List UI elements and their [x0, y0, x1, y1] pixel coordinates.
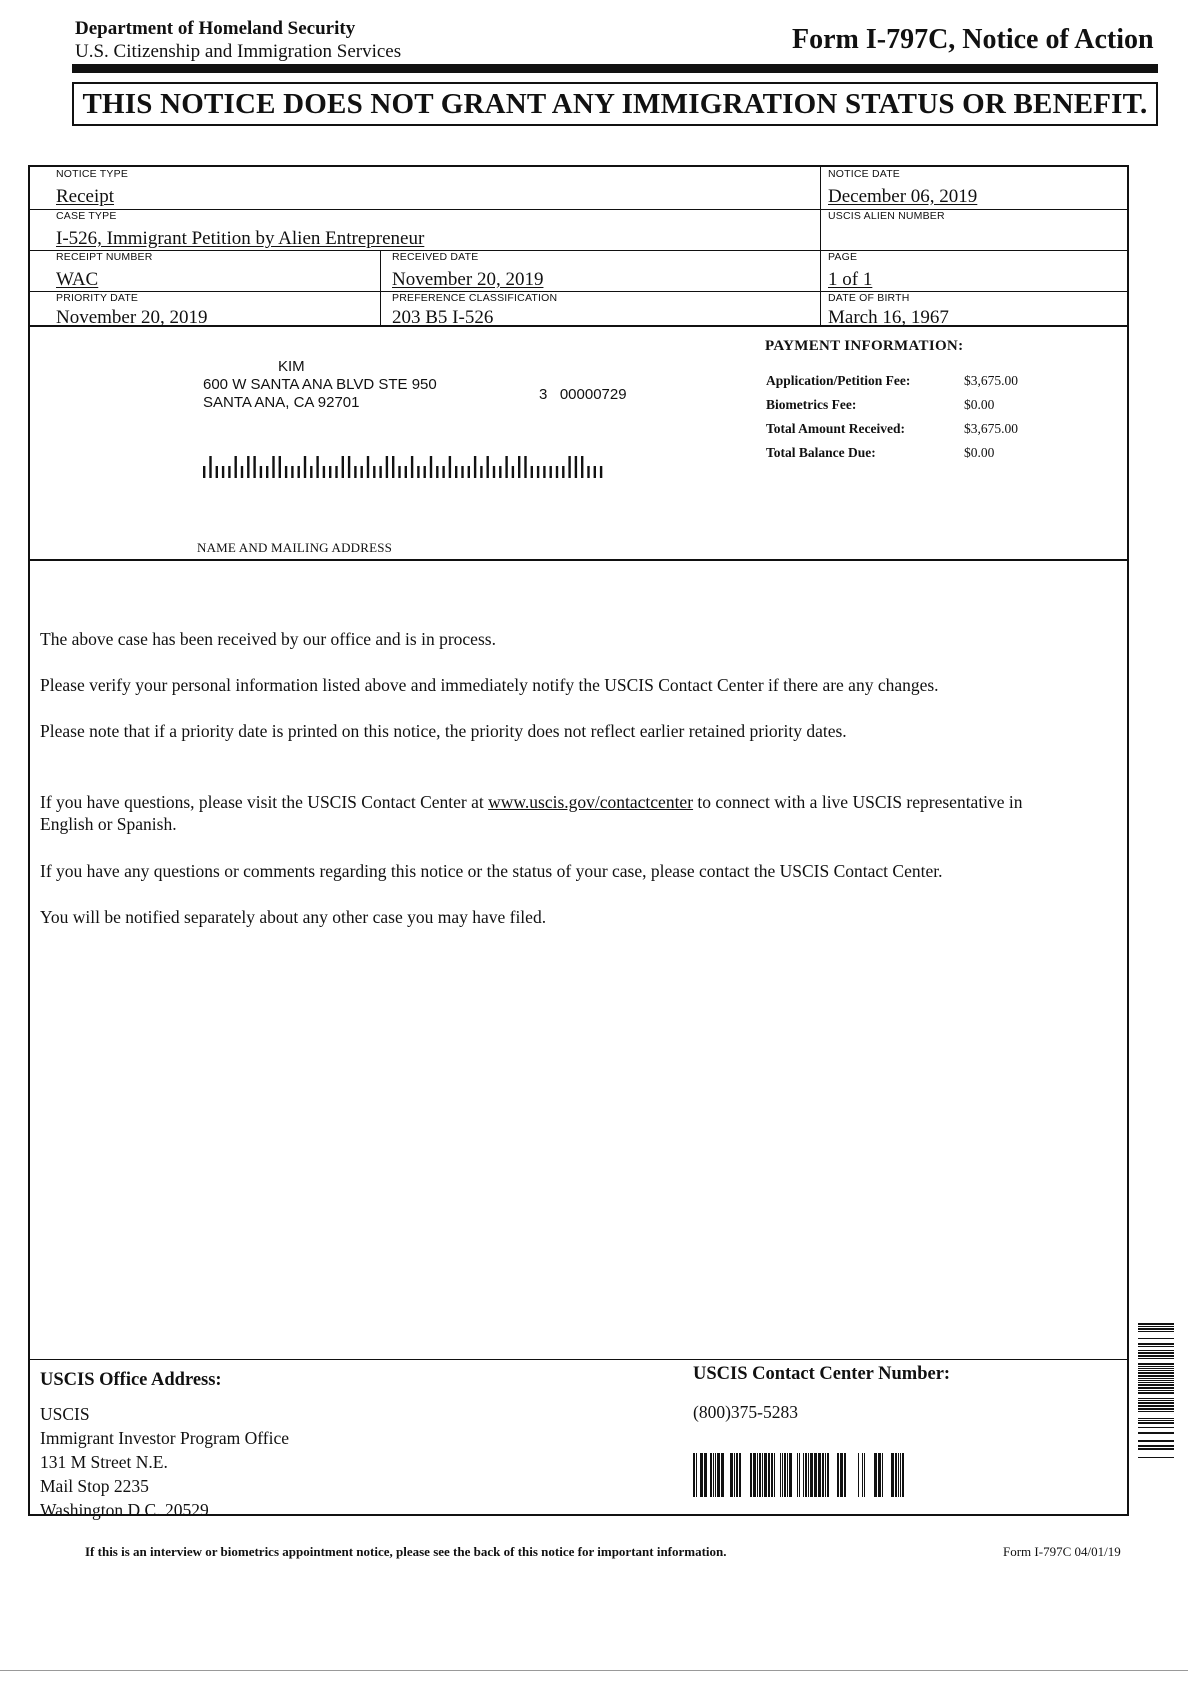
payment-heading: PAYMENT INFORMATION:	[765, 338, 964, 354]
received-date-label: RECEIVED DATE	[392, 251, 479, 263]
mailing-section	[28, 327, 1129, 561]
payment-label: Total Balance Due:	[766, 445, 876, 460]
interview-note: If this is an interview or biometrics appointment notice, please see the back of this notice for important information.	[85, 1544, 727, 1559]
case-type-label: CASE TYPE	[56, 210, 117, 222]
contact-text: to connect with a live USCIS representative in English or Spanish.	[40, 792, 1023, 834]
payment-label: Total Amount Received:	[766, 421, 905, 436]
priority-date-label: PRIORITY DATE	[56, 292, 139, 304]
alien-number-label: USCIS ALIEN NUMBER	[828, 210, 945, 222]
row-divider	[30, 250, 1127, 251]
row-divider	[30, 209, 1127, 210]
received-date-value: November 20, 2019	[392, 269, 544, 290]
notice-date-value: December 06, 2019	[828, 186, 978, 207]
agency-subname: U.S. Citizenship and Immigration Services	[75, 41, 402, 62]
col-divider	[820, 167, 821, 327]
receipt-number-value: WAC	[56, 269, 99, 290]
document-barcode	[693, 1453, 913, 1497]
office-address-heading: USCIS Office Address:	[40, 1370, 222, 1390]
page-label: PAGE	[828, 251, 858, 263]
notice-date-label: NOTICE DATE	[828, 168, 901, 180]
recipient-name: KIM	[278, 358, 305, 375]
status-banner: THIS NOTICE DOES NOT GRANT ANY IMMIGRATION STATUS OR BENEFIT.	[72, 82, 1158, 126]
form-revision: Form I-797C 04/01/19	[1003, 1544, 1121, 1559]
col-divider	[380, 250, 381, 327]
case-info-table	[28, 165, 1129, 327]
body-paragraph: If you have any questions or comments regarding this notice or the status of your case, please contact the USCIS Contact Center.	[40, 861, 943, 881]
dob-value: March 16, 1967	[828, 307, 949, 328]
address-line-1: 600 W SANTA ANA BLVD STE 950	[203, 376, 437, 393]
page-bottom-rule	[0, 1670, 1188, 1671]
office-line: USCIS	[40, 1404, 90, 1424]
mailing-section-label: NAME AND MAILING ADDRESS	[197, 540, 393, 555]
body-paragraph	[40, 791, 1040, 835]
page-value: 1 of 1	[828, 269, 873, 290]
office-line: 131 M Street N.E.	[40, 1452, 168, 1472]
header-rule	[72, 64, 1158, 73]
preference-value: 203 B5 I-526	[392, 307, 494, 328]
payment-value: $0.00	[964, 397, 995, 412]
payment-value: $3,675.00	[964, 373, 1018, 388]
payment-label: Application/Petition Fee:	[766, 373, 911, 388]
body-paragraph: Please verify your personal information listed above and immediately notify the USCIS Contact Center if there are any changes.	[40, 675, 939, 695]
priority-date-value: November 20, 2019	[56, 307, 208, 328]
contact-number: (800)375-5283	[693, 1402, 798, 1422]
office-line: Washington D.C. 20529	[40, 1500, 209, 1520]
office-line: Mail Stop 2235	[40, 1476, 149, 1496]
footer-divider	[28, 1359, 1129, 1360]
postal-barcode	[203, 456, 609, 478]
side-barcode	[1138, 1318, 1174, 1460]
row-divider	[30, 291, 1127, 292]
case-type-value: I-526, Immigrant Petition by Alien Entrepreneur	[56, 228, 425, 249]
notice-type-value: Receipt	[56, 186, 115, 207]
contact-text: If you have questions, please visit the USCIS Contact Center at	[40, 792, 489, 812]
payment-value: $3,675.00	[964, 421, 1018, 436]
notice-type-label: NOTICE TYPE	[56, 168, 129, 180]
payment-label: Biometrics Fee:	[766, 397, 857, 412]
body-paragraph: The above case has been received by our office and is in process.	[40, 629, 496, 649]
contact-center-link[interactable]: www.uscis.gov/contactcenter	[488, 792, 694, 812]
office-address	[40, 1402, 289, 1522]
body-paragraph: Please note that if a priority date is printed on this notice, the priority does not reflect earlier retained priority dates.	[40, 721, 847, 741]
form-title: Form I-797C, Notice of Action	[792, 24, 1154, 55]
agency-name: Department of Homeland Security	[75, 18, 356, 39]
dob-label: DATE OF BIRTH	[828, 292, 910, 304]
mail-code: 3 00000729	[539, 386, 627, 403]
office-line: Immigrant Investor Program Office	[40, 1428, 289, 1448]
body-paragraph: You will be notified separately about any other case you may have filed.	[40, 907, 547, 927]
payment-value: $0.00	[964, 445, 995, 460]
preference-label: PREFERENCE CLASSIFICATION	[392, 292, 558, 304]
address-line-2: SANTA ANA, CA 92701	[203, 394, 360, 411]
receipt-number-label: RECEIPT NUMBER	[56, 251, 153, 263]
contact-number-heading: USCIS Contact Center Number:	[693, 1364, 951, 1384]
